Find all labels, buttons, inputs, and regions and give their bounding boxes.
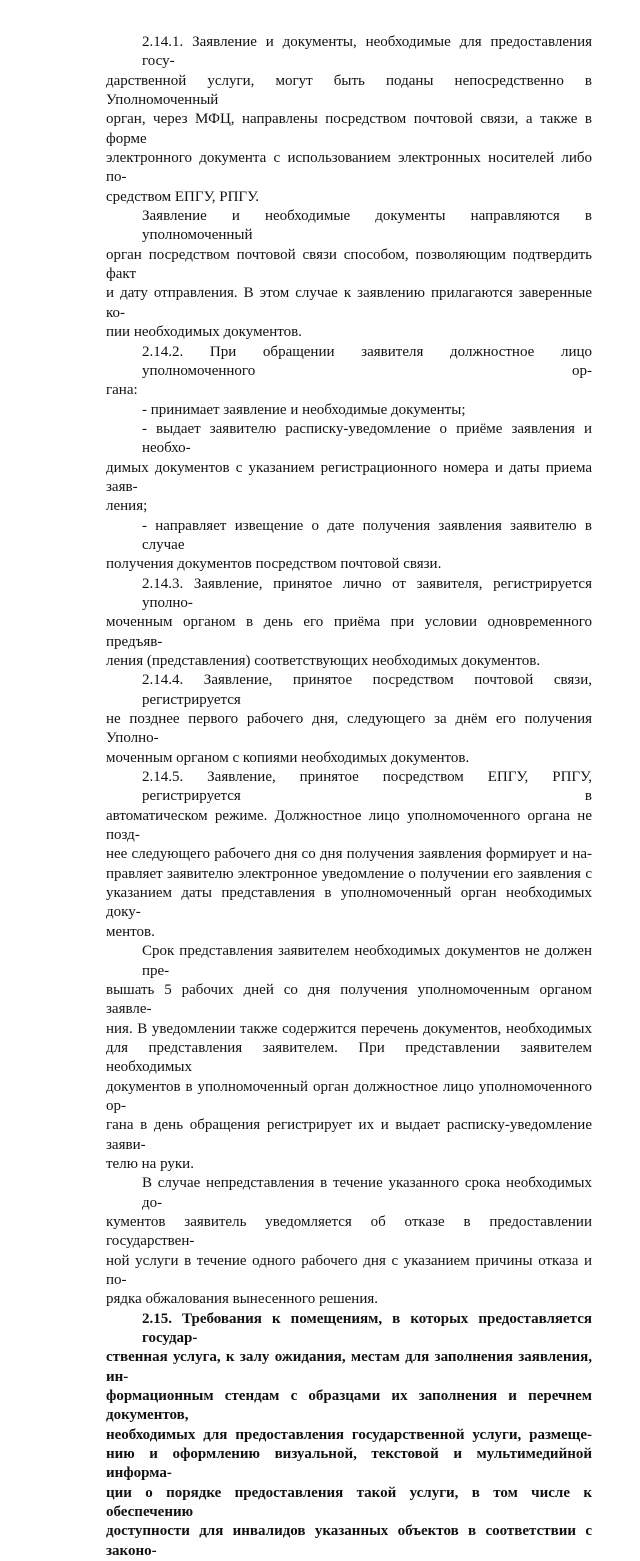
- text-line: моченным органом в день его приёма при условии одновременного предъяв-: [106, 614, 592, 650]
- text-line: 2.14.4. Заявление, принятое посредством почтовой связи, регистрируется: [142, 672, 592, 708]
- text-line: - выдает заявителю расписку-уведомление о приёме заявления и необхо-: [142, 420, 592, 457]
- paragraph-deadline: [106, 942, 592, 1174]
- text-line: ния. В уведомлении также содержится перечень документов, необходимых: [106, 1020, 592, 1037]
- text-line: доступности для инвалидов указанных объектов в соответствии с законо-: [106, 1523, 592, 1559]
- paragraph-2-14-3: [106, 575, 592, 672]
- text-line: гана в день обращения регистрирует их и выдает расписку-уведомление заяви-: [106, 1117, 592, 1153]
- text-line: Срок представления заявителем необходимых документов не должен пре-: [142, 943, 592, 979]
- text-line: ции о порядке предоставления такой услуги, в том числе к обеспечению: [106, 1484, 592, 1521]
- text-line: средством ЕПГУ, РПГУ.: [106, 188, 260, 205]
- text-line: формационным стендам с образцами их заполнения и перечнем документов,: [106, 1388, 592, 1424]
- text-line: Заявление и необходимые документы направляются в уполномоченный: [142, 208, 592, 244]
- text-line: моченным органом с копиями необходимых документов.: [106, 749, 470, 766]
- text-line: В случае непредставления в течение указанного срока необходимых до-: [142, 1175, 592, 1211]
- text-line: 2.14.2. При обращении заявителя должностное лицо уполномоченного ор-: [142, 343, 592, 379]
- text-line: орган, через МФЦ, направлены посредством почтовой связи, а также в форме: [106, 111, 592, 147]
- text-line: правляет заявителю электронное уведомление о получении его заявления с: [106, 865, 592, 882]
- text-line: - принимает заявление и необходимые документы;: [142, 401, 466, 418]
- text-line: телю на руки.: [106, 1155, 194, 1172]
- text-line: пии необходимых документов.: [106, 324, 302, 341]
- list-item-issues: [106, 420, 592, 517]
- text-line: ментов.: [106, 923, 155, 940]
- text-line: не позднее первого рабочего дня, следующего за днём его получения Уполно-: [106, 711, 592, 747]
- text-line: электронного документа с использованием электронных носителей либо по-: [106, 150, 592, 186]
- paragraph-mail: [106, 207, 592, 342]
- text-line: автоматическом режиме. Должностное лицо уполномоченного органа не позд-: [106, 807, 592, 844]
- text-line: орган посредством почтовой связи способом, позволяющим подтвердить факт: [106, 246, 592, 283]
- text-line: необходимых для предоставления государственной услуги, размеще-: [106, 1426, 592, 1443]
- text-line: для представления заявителем. При представлении заявителем необходимых: [106, 1039, 592, 1076]
- paragraph-2-14-4: [106, 671, 592, 768]
- text-line: димых документов с указанием регистрационного номера и даты приема заяв-: [106, 459, 592, 495]
- text-line: указанием даты представления в уполномоченный орган необходимых доку-: [106, 885, 592, 921]
- text-line: вышать 5 рабочих дней со дня получения уполномоченным органом заявле-: [106, 981, 592, 1018]
- text-line: ления;: [106, 498, 148, 515]
- text-line: нее следующего рабочего дня со дня получения заявления формирует и на-: [106, 846, 592, 863]
- paragraph-2-14-2: [106, 343, 592, 401]
- list-item-notice: [106, 517, 592, 575]
- text-line: ственная услуга, к залу ожидания, местам для заполнения заявления, ин-: [106, 1349, 592, 1385]
- paragraph-2-14-5: [106, 768, 592, 942]
- text-line: дарственной услуги, могут быть поданы непосредственно в Уполномоченный: [106, 72, 592, 109]
- text-line: нию и оформлению визуальной, текстовой и мультимедийной информа-: [106, 1446, 592, 1482]
- text-line: - направляет извещение о дате получения заявления заявителю в случае: [142, 517, 592, 553]
- paragraph-2-14-1: [106, 33, 592, 207]
- text-line: 2.14.3. Заявление, принятое лично от заявителя, регистрируется уполно-: [142, 575, 592, 611]
- text-line: документов в уполномоченный орган должностное лицо уполномоченного ор-: [106, 1078, 592, 1114]
- text-line: 2.14.1. Заявление и документы, необходимые для предоставления госу-: [142, 34, 592, 70]
- text-line: рядка обжалования вынесенного решения.: [106, 1291, 379, 1308]
- list-item-accepts: [106, 401, 592, 420]
- text-line: и дату отправления. В этом случае к заявлению прилагаются заверенные ко-: [106, 285, 592, 321]
- text-line: гана:: [106, 382, 138, 399]
- text-line: 2.14.5. Заявление, принятое посредством ЕПГУ, РПГУ, регистрируется в: [142, 769, 592, 805]
- text-line: ной услуги в течение одного рабочего дня с указанием причины отказа и по-: [106, 1252, 592, 1288]
- paragraph-refusal: [106, 1174, 592, 1309]
- text-line: 2.15. Требования к помещениям, в которых предоставляется государ-: [142, 1310, 592, 1347]
- section-heading-2-15: [106, 1310, 592, 1561]
- text-line: кументов заявитель уведомляется об отказе в предоставлении государствен-: [106, 1213, 592, 1250]
- document-body: [106, 33, 592, 1561]
- text-line: ления (представления) соответствующих необходимых документов.: [106, 653, 541, 669]
- text-line: получения документов посредством почтовой связи.: [106, 556, 442, 573]
